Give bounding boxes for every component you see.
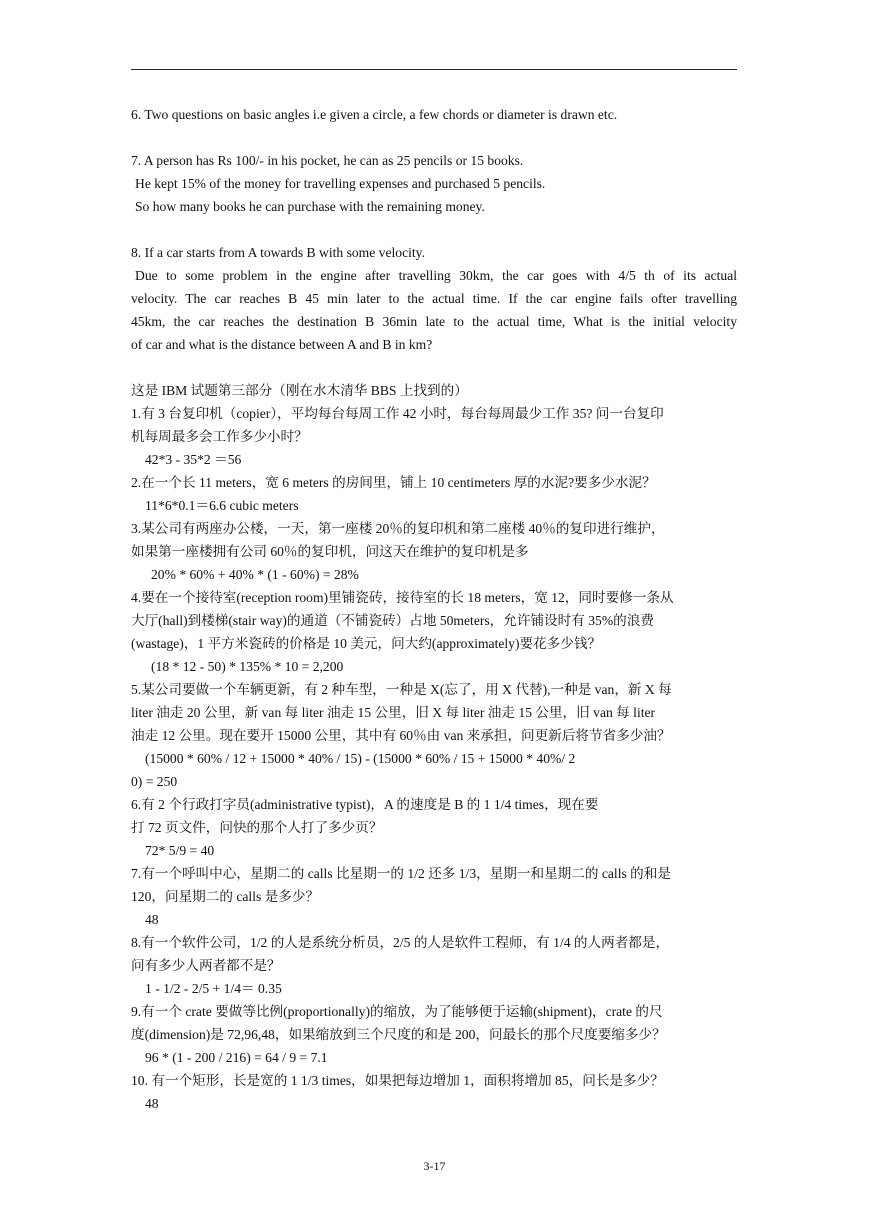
question-7-line-3: So how many books he can purchase with the remaining money.: [135, 199, 485, 214]
problem-6: 6.有 2 个行政打字员(administrative typist)，A 的速度是 B 的 1 1/4 times，现在要: [131, 797, 599, 812]
problem-7: 7.有一个呼叫中心，星期二的 calls 比星期一的 1/2 还多 1/3，星期一和星期二的 calls 的和是: [131, 866, 671, 881]
problem-9: 9.有一个 crate 要做等比例(proportionally)的缩放，为了能够便于运输(shipment)，crate 的尺: [131, 1004, 663, 1019]
question-8-line-4: 45km, the car reaches the destination B 36min late to the actual time, What is the initial velocity: [131, 314, 737, 329]
problem-10: 10. 有一个矩形，长是宽的 1 1/3 times，如果把每边增加 1，面积将增加 85，问长是多少？: [131, 1073, 664, 1088]
question-8: 8. If a car starts from A towards B with some velocity.: [131, 245, 425, 260]
problem-3-line-2: 如果第一座楼拥有公司 60％的复印机，问这天在维护的复印机是多: [131, 544, 529, 559]
question-8-line-5: of car and what is the distance between A and B in km?: [131, 337, 433, 352]
problem-5-line-2: liter 油走 20 公里，新 van 每 liter 油走 15 公里，旧 X 每 liter 油走 15 公里，旧 van 每 liter: [131, 705, 656, 720]
problem-10-answer: 48: [145, 1096, 159, 1111]
problem-5: 5.某公司要做一个车辆更新，有 2 种车型，一种是 X(忘了，用 X 代替),一种是 van，新 X 每: [131, 682, 672, 697]
question-8-line-2: Due to some problem in the engine after travelling 30km, the car goes with 4/5 th of its actual: [135, 268, 737, 283]
problem-1-answer: 42*3 - 35*2 ＝56: [145, 452, 242, 467]
problem-5-answer-line-2: 0) = 250: [131, 774, 178, 789]
problem-8: 8.有一个软件公司，1/2 的人是系统分析员，2/5 的人是软件工程师，有 1/4 的人两者都是，: [131, 935, 670, 950]
problem-7-line-2: 120，问星期二的 calls 是多少？: [131, 889, 320, 904]
problem-1-line-2: 机每周最多会工作多少小时？: [131, 429, 308, 444]
problem-2: 2.在一个长 11 meters，宽 6 meters 的房间里，铺上 10 centimeters 厚的水泥?要多少水泥？: [131, 475, 656, 490]
problem-8-answer: 1 - 1/2 - 2/5 + 1/4＝ 0.35: [145, 981, 282, 996]
problem-6-line-2: 打 72 页文件，问快的那个人打了多少页？: [131, 820, 383, 835]
page-number: 3-17: [423, 1159, 446, 1173]
question-8-line-3: velocity. The car reaches B 45 min later to the actual time. If the car engine fails ofter travelling: [131, 291, 737, 306]
section-heading: 这是 IBM 试题第三部分（刚在水木清华 BBS 上找到的）: [131, 383, 468, 398]
problem-4-line-3: (wastage)，1 平方米瓷砖的价格是 10 美元，问大约(approximately)要花多少钱？: [131, 636, 602, 651]
problem-9-line-2: 度(dimension)是 72,96,48，如果缩放到三个尺度的和是 200，问最长的那个尺度要缩多少？: [131, 1027, 666, 1042]
problem-1: 1.有 3 台复印机（copier），平均每台每周工作 42 小时，每台每周最少工作 35? 问一台复印: [131, 406, 664, 421]
problem-4: 4.要在一个接待室(reception room)里铺瓷砖，接待室的长 18 meters，宽 12，同时要修一条从: [131, 590, 674, 605]
question-7-line-2: He kept 15% of the money for travelling expenses and purchased 5 pencils.: [135, 176, 546, 191]
problem-3: 3.某公司有两座办公楼，一天，第一座楼 20％的复印机和第二座楼 40％的复印进行维护，: [131, 521, 665, 536]
question-7: 7. A person has Rs 100/- in his pocket, he can as 25 pencils or 15 books.: [131, 153, 524, 168]
problem-5-answer: (15000 * 60% / 12 + 15000 * 40% / 15) - (15000 * 60% / 15 + 15000 * 40%/ 2: [145, 751, 576, 766]
problem-4-line-2: 大厅(hall)到楼梯(stair way)的通道（不铺瓷砖）占地 50meters，允许铺设时有 35%的浪费: [131, 613, 654, 628]
problem-6-answer: 72* 5/9 = 40: [145, 843, 215, 858]
problem-7-answer: 48: [145, 912, 159, 927]
header-rule: [131, 69, 737, 70]
problem-2-answer: 11*6*0.1＝6.6 cubic meters: [145, 498, 299, 513]
problem-5-line-3: 油走 12 公里。现在要开 15000 公里，其中有 60％由 van 来承担，问更新后将节省多少油？: [131, 728, 671, 743]
problem-9-answer: 96 * (1 - 200 / 216) = 64 / 9 = 7.1: [145, 1050, 328, 1065]
problem-3-answer: 20% * 60% + 40% * (1 - 60%) = 28%: [151, 567, 359, 582]
problem-8-line-2: 问有多少人两者都不是？: [131, 958, 281, 973]
question-6: 6. Two questions on basic angles i.e given a circle, a few chords or diameter is drawn etc.: [131, 107, 618, 122]
problem-4-answer: (18 * 12 - 50) * 135% * 10 = 2,200: [151, 659, 344, 674]
page-body: [131, 103, 737, 1115]
